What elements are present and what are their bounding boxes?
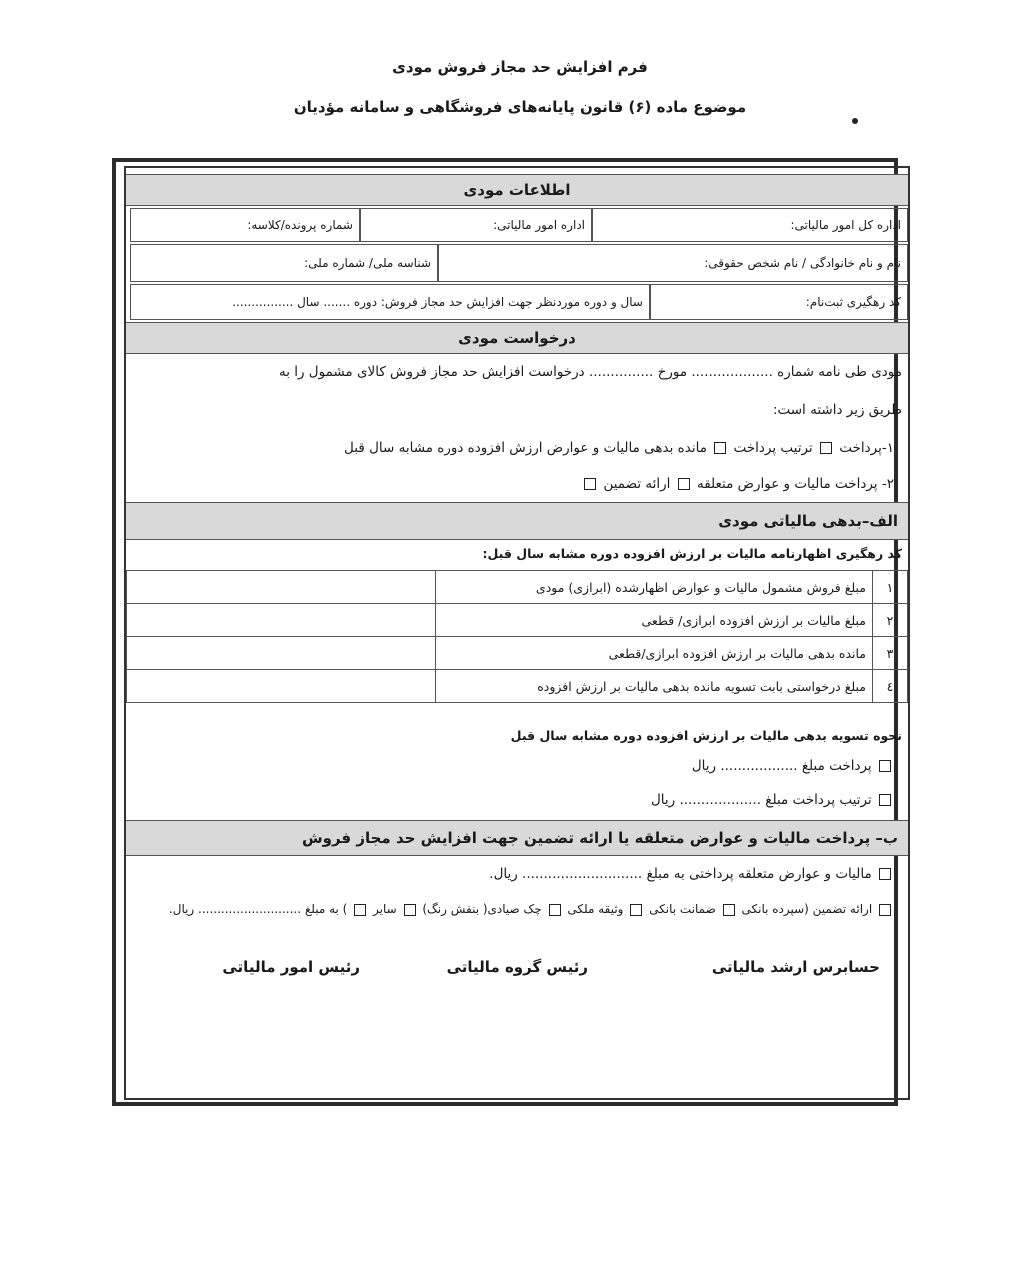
payment-checkbox[interactable] <box>820 442 832 454</box>
guarantee-main-checkbox[interactable] <box>879 904 891 916</box>
row-value-cell[interactable] <box>127 571 436 604</box>
cheque-checkbox[interactable] <box>404 904 416 916</box>
option-debt-label: مانده بدهی مالیات و عوارض ارزش افزوده دوره مشابه سال قبل <box>344 440 707 456</box>
row-value-cell[interactable] <box>127 670 436 703</box>
section-header-request: درخواست مودی <box>126 322 908 354</box>
guarantee-row <box>169 902 894 916</box>
full-name-label: نام و نام خانوادگی / نام شخص حقوقی: <box>704 256 901 270</box>
request-option-row1 <box>344 440 894 456</box>
period-field[interactable] <box>130 284 650 320</box>
bank-guarantee-label: ضمانت بانکی <box>649 902 716 916</box>
request-text-line1: مودی طی نامه شماره ................... مورخ ............... درخواست افزایش حد مجاز فروش کالای مشمول را به <box>278 364 902 380</box>
cheque-label: چک صیادی( بنفش رنگ) <box>422 902 542 916</box>
row-label: مانده بدهی مالیات بر ارزش افزوده ابرازی/قطعی <box>436 637 873 670</box>
national-id-label: شناسه ملی/ شماره ملی: <box>304 256 431 270</box>
period-label: سال و دوره موردنظر جهت افزایش حد مجاز فروش: دوره ....... سال ................ <box>232 295 643 309</box>
section-header-taxpayer-info: اطلاعات مودی <box>126 174 908 206</box>
option-payment-label: ۱-پرداخت <box>839 440 894 456</box>
tax-amount-label: مالیات و عوارض متعلقه پرداختی به مبلغ ............................ ریال. <box>489 866 872 882</box>
installment-amount-checkbox[interactable] <box>879 794 891 806</box>
installment-checkbox[interactable] <box>714 442 726 454</box>
table-row <box>127 604 908 637</box>
option-installment-label: ترتیب پرداخت <box>733 440 813 456</box>
request-option-row2 <box>581 476 894 492</box>
guarantee-checkbox[interactable] <box>584 478 596 490</box>
form-subtitle: موضوع ماده (۶) قانون پایانه‌های فروشگاهی و سامانه مؤدیان <box>293 98 747 116</box>
bank-deposit-checkbox[interactable] <box>723 904 735 916</box>
table-row <box>127 670 908 703</box>
row-value-cell[interactable] <box>127 604 436 637</box>
file-number-label: شماره پرونده/کلاسه: <box>247 218 353 232</box>
settlement-label: نحوه تسویه بدهی مالیات بر ارزش افزوده دوره مشابه سال قبل <box>510 728 902 743</box>
property-checkbox[interactable] <box>549 904 561 916</box>
file-number-field[interactable] <box>130 208 360 242</box>
form-title: فرم افزایش حد مجاز فروش مودی <box>392 58 648 76</box>
option-guarantee-label: ارائه تضمین <box>603 476 671 492</box>
table-row <box>127 571 908 604</box>
pay-amount-label: پرداخت مبلغ .................. ریال <box>691 758 872 774</box>
settlement-installment-row <box>651 792 894 808</box>
tracking-code-label: کد رهگیری ثبت‌نام: <box>805 295 901 309</box>
row-value-cell[interactable] <box>127 637 436 670</box>
section-header-debt: الف–بدهی مالیاتی مودی <box>126 502 908 540</box>
row-number: ۳ <box>873 637 908 670</box>
property-label: وثیقه ملکی <box>567 902 624 916</box>
row-number: ٤ <box>873 670 908 703</box>
installment-amount-label: ترتیب پرداخت مبلغ ................... ریال <box>650 792 872 808</box>
tax-amount-checkbox[interactable] <box>879 868 891 880</box>
tracking-code-field[interactable] <box>650 284 908 320</box>
debt-table <box>126 570 908 703</box>
ink-mark <box>852 118 858 124</box>
section-header-payment: ب– پرداخت مالیات و عوارض متعلقه یا ارائه تضمین جهت افزایش حد مجاز فروش <box>126 820 908 856</box>
row-label: مبلغ درخواستی بابت تسویه مانده بدهی مالیات بر ارزش افزوده <box>436 670 873 703</box>
tax-office-label: اداره امور مالیاتی: <box>493 218 585 232</box>
general-office-field[interactable] <box>592 208 908 242</box>
signature-group-head: رئیس گروه مالیاتی <box>446 958 588 976</box>
signature-auditor: حسابرس ارشد مالیاتی <box>711 958 880 976</box>
debt-tracking-label: کد رهگیری اظهارنامه مالیات بر ارزش افزوده دوره مشابه سال قبل: <box>482 546 902 561</box>
option-tax-payment-label: ۲- پرداخت مالیات و عوارض متعلقه <box>696 476 894 492</box>
full-name-field[interactable] <box>438 244 908 282</box>
bank-guarantee-checkbox[interactable] <box>630 904 642 916</box>
other-label: سایر <box>373 902 397 916</box>
tax-office-field[interactable] <box>360 208 592 242</box>
other-checkbox[interactable] <box>354 904 366 916</box>
general-office-label: اداره کل امور مالیاتی: <box>790 218 901 232</box>
signature-office-head: رئیس امور مالیاتی <box>222 958 360 976</box>
form-body <box>124 166 910 1100</box>
request-text-line2: طریق زیر داشته است: <box>772 402 902 418</box>
row-label: مبلغ فروش مشمول مالیات و عوارض اظهارشده (ابرازی) مودی <box>436 571 873 604</box>
row-number: ۱ <box>873 571 908 604</box>
row-label: مبلغ مالیات بر ارزش افزوده ابرازی/ قطعی <box>436 604 873 637</box>
guarantee-amount-label: ) به مبلغ ........................... ریال. <box>168 902 348 916</box>
table-row <box>127 637 908 670</box>
tax-payment-checkbox[interactable] <box>678 478 690 490</box>
national-id-field[interactable] <box>130 244 438 282</box>
guarantee-intro-label: ارائه تضمین (سپرده بانکی <box>741 902 873 916</box>
tax-payment-row <box>489 866 894 882</box>
settlement-pay-row <box>692 758 894 774</box>
pay-amount-checkbox[interactable] <box>879 760 891 772</box>
row-number: ۲ <box>873 604 908 637</box>
